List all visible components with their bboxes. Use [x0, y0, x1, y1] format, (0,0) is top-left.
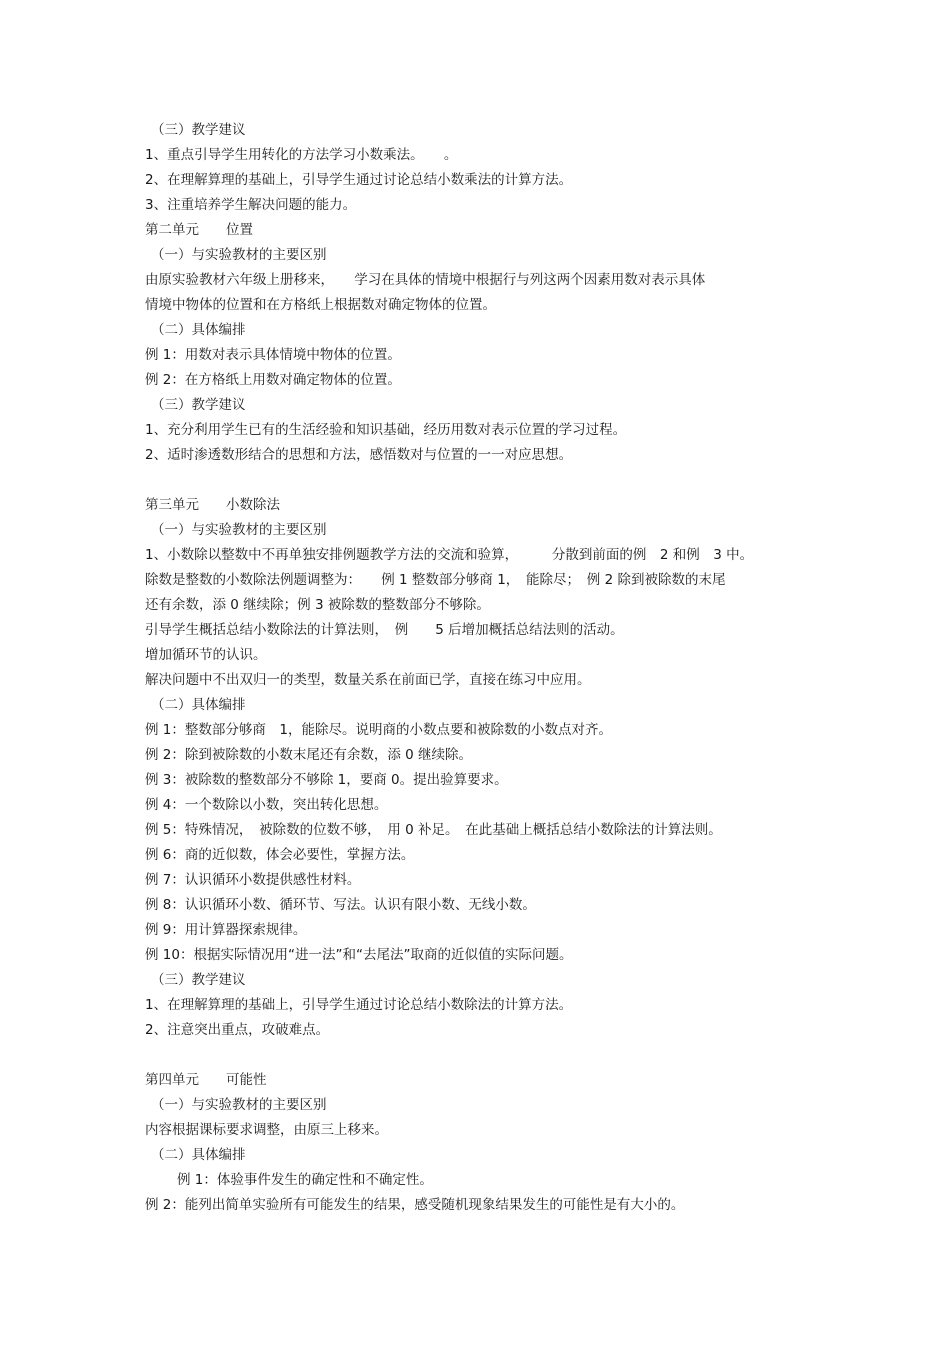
paragraph-line: 由原实验教材六年级上册移来， 学习在具体的情境中根据行与列这两个因素用数对表示具体 — [145, 272, 706, 288]
paragraph-line: 1、小数除以整数中不再单独安排例题教学方法的交流和验算， 分散到前面的例 2 和例 3 中。 — [145, 547, 754, 563]
paragraph-line: 引导学生概括总结小数除法的计算法则， 例 5 后增加概括总结法则的活动。 — [145, 622, 624, 638]
example-line: 例 2：除到被除数的小数末尾还有余数，添 0 继续除。 — [145, 747, 473, 763]
paragraph-line: 1、重点引导学生用转化的方法学习小数乘法。 。 — [145, 147, 458, 163]
example-line: 例 4：一个数除以小数，突出转化思想。 — [145, 797, 388, 813]
blank-line — [145, 1043, 865, 1068]
paragraph-line: 情境中物体的位置和在方格纸上根据数对确定物体的位置。 — [145, 297, 496, 313]
example-line: 例 1：用数对表示具体情境中物体的位置。 — [145, 347, 401, 363]
example-line: 例 1：整数部分够商 1，能除尽。说明商的小数点要和被除数的小数点对齐。 — [145, 722, 612, 738]
paragraph-line: 除数是整数的小数除法例题调整为： 例 1 整数部分够商 1， 能除尽； 例 2 除到被除数的末尾 — [145, 572, 726, 588]
example-line: 例 3：被除数的整数部分不够除 1，要商 0。提出验算要求。 — [145, 772, 508, 788]
subsection-heading: （三）教学建议 — [151, 972, 246, 988]
subsection-heading: （三）教学建议 — [151, 397, 246, 413]
subsection-heading: （三）教学建议 — [151, 122, 246, 138]
example-line: 例 2：在方格纸上用数对确定物体的位置。 — [145, 372, 401, 388]
subsection-heading: （二）具体编排 — [151, 1147, 246, 1163]
paragraph-line: 增加循环节的认识。 — [145, 647, 267, 663]
example-line: 例 10：根据实际情况用“进一法”和“去尾法”取商的近似值的实际问题。 — [145, 947, 573, 963]
paragraph-line: 3、注重培养学生解决问题的能力。 — [145, 197, 357, 213]
unit-heading: 第四单元 可能性 — [145, 1072, 267, 1088]
document-body — [145, 118, 865, 1218]
paragraph-line: 内容根据课标要求调整，由原三上移来。 — [145, 1122, 388, 1138]
example-line: 例 2：能列出简单实验所有可能发生的结果，感受随机现象结果发生的可能性是有大小的。 — [145, 1197, 685, 1213]
paragraph-line: 2、注意突出重点，攻破难点。 — [145, 1022, 330, 1038]
subsection-heading: （二）具体编排 — [151, 322, 246, 338]
example-line: 例 8：认识循环小数、循环节、写法。认识有限小数、无线小数。 — [145, 897, 536, 913]
example-line: 例 5：特殊情况， 被除数的位数不够， 用 0 补足。 在此基础上概括总结小数除法的计算法则。 — [145, 822, 722, 838]
paragraph-line: 2、适时渗透数形结合的思想和方法，感悟数对与位置的一一对应思想。 — [145, 447, 573, 463]
paragraph-line: 解决问题中不出双归一的类型，数量关系在前面已学，直接在练习中应用。 — [145, 672, 591, 688]
subsection-heading: （一）与实验教材的主要区别 — [151, 247, 327, 263]
paragraph-line: 1、在理解算理的基础上，引导学生通过讨论总结小数除法的计算方法。 — [145, 997, 573, 1013]
paragraph-line: 2、在理解算理的基础上，引导学生通过讨论总结小数乘法的计算方法。 — [145, 172, 573, 188]
example-line: 例 6：商的近似数，体会必要性，掌握方法。 — [145, 847, 415, 863]
example-line: 例 1：体验事件发生的确定性和不确定性。 — [177, 1172, 433, 1188]
unit-heading: 第二单元 位置 — [145, 222, 253, 238]
paragraph-line: 1、充分利用学生已有的生活经验和知识基础，经历用数对表示位置的学习过程。 — [145, 422, 627, 438]
subsection-heading: （一）与实验教材的主要区别 — [151, 1097, 327, 1113]
unit-heading: 第三单元 小数除法 — [145, 497, 280, 513]
example-line: 例 7：认识循环小数提供感性材料。 — [145, 872, 361, 888]
subsection-heading: （一）与实验教材的主要区别 — [151, 522, 327, 538]
blank-line — [145, 468, 865, 493]
subsection-heading: （二）具体编排 — [151, 697, 246, 713]
example-line: 例 9：用计算器探索规律。 — [145, 922, 307, 938]
paragraph-line: 还有余数，添 0 继续除；例 3 被除数的整数部分不够除。 — [145, 597, 490, 613]
